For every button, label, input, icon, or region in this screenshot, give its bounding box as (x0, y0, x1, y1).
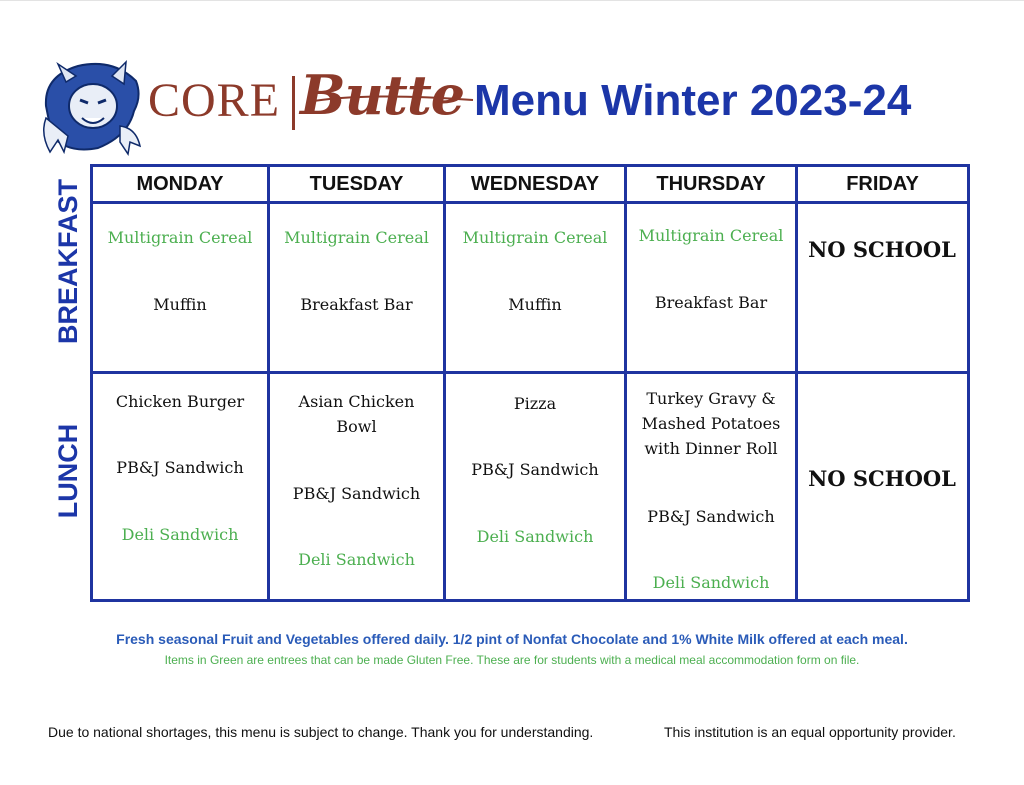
brand-divider (292, 76, 295, 130)
page-title: Menu Winter 2023-24 (474, 76, 912, 125)
shortage-disclaimer: Due to national shortages, this menu is subject to change. Thank you for understanding. (48, 724, 594, 740)
breakfast-friday-no-school: NO SCHOOL (808, 237, 956, 262)
wildcat-mascot-icon (38, 56, 144, 156)
lunch-tuesday-item: PB&J Sandwich (292, 484, 421, 503)
table-divider (795, 164, 798, 602)
lunch-wednesday-item: Pizza (513, 394, 557, 413)
breakfast-monday-item: Muffin (153, 295, 207, 314)
lunch-monday-item: Chicken Burger (115, 392, 245, 411)
table-divider (90, 371, 970, 374)
lunch-thursday-item: Deli Sandwich (652, 573, 770, 592)
lunch-wednesday-item: Deli Sandwich (476, 527, 594, 546)
gluten-free-note: Items in Green are entrees that can be made Gluten Free. These are for students with a medical meal accommodation form on file. (164, 653, 860, 667)
lunch-thursday-item: with Dinner Roll (644, 439, 778, 458)
lunch-thursday-item: Mashed Potatoes (641, 414, 781, 433)
lunch-tuesday-item: Deli Sandwich (298, 550, 415, 569)
header-monday: MONDAY (136, 172, 224, 195)
lunch-monday-item: Deli Sandwich (121, 525, 239, 544)
header-wednesday: WEDNESDAY (470, 172, 600, 195)
header-tuesday: TUESDAY (309, 172, 404, 195)
page-top-divider (0, 0, 1024, 1)
breakfast-tuesday-item: Multigrain Cereal (284, 228, 429, 247)
row-label-lunch: LUNCH (53, 423, 83, 519)
breakfast-monday-item: Multigrain Cereal (107, 228, 253, 247)
breakfast-wednesday-item: Multigrain Cereal (462, 228, 608, 247)
brand-butte-text: Butte (300, 63, 465, 127)
header-friday: FRIDAY (846, 172, 919, 195)
brand-swash-decoration (305, 62, 475, 132)
lunch-thursday-item: Turkey Gravy & (646, 389, 776, 408)
equal-opportunity-statement: This institution is an equal opportunity provider. (664, 724, 956, 740)
breakfast-wednesday-item: Muffin (508, 295, 562, 314)
brand-core-text: CORE (148, 74, 281, 127)
breakfast-tuesday-item: Breakfast Bar (300, 295, 413, 314)
row-label-breakfast: BREAKFAST (53, 178, 83, 344)
lunch-thursday-item: PB&J Sandwich (647, 507, 775, 526)
milk-produce-note: Fresh seasonal Fruit and Vegetables offered daily. 1/2 pint of Nonfat Chocolate and 1% White Milk offered at each meal. (116, 631, 908, 647)
lunch-wednesday-item: PB&J Sandwich (471, 460, 599, 479)
lunch-tuesday-item: Bowl (336, 417, 377, 436)
breakfast-thursday-item: Breakfast Bar (654, 293, 768, 312)
lunch-friday-no-school: NO SCHOOL (808, 466, 956, 491)
lunch-monday-item: PB&J Sandwich (116, 458, 244, 477)
header-thursday: THURSDAY (656, 172, 766, 195)
breakfast-thursday-item: Multigrain Cereal (638, 226, 784, 245)
lunch-tuesday-item: Asian Chicken (298, 392, 415, 411)
